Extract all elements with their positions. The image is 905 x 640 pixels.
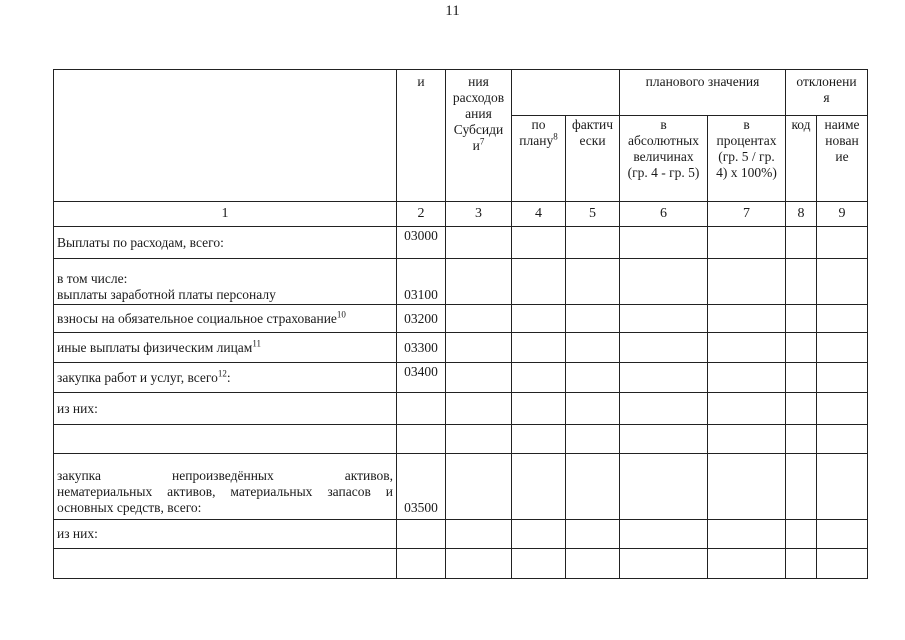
table-cell[interactable]	[512, 305, 566, 333]
table-cell[interactable]	[620, 227, 708, 259]
table-cell[interactable]	[446, 363, 512, 393]
header-col8	[786, 116, 817, 202]
header-col4	[512, 116, 566, 202]
table-cell[interactable]	[708, 363, 786, 393]
footnote-mark: 10	[336, 309, 346, 319]
header-col7-line: 4) х 100%)	[716, 165, 777, 180]
row-label-text: из них:	[57, 400, 98, 416]
table-cell[interactable]	[512, 259, 566, 305]
row-label	[54, 520, 397, 549]
table-cell[interactable]	[512, 363, 566, 393]
table-cell[interactable]	[620, 520, 708, 549]
table-cell[interactable]	[786, 227, 817, 259]
column-number: 5	[566, 202, 620, 227]
column-number: 7	[708, 202, 786, 227]
table-cell[interactable]	[817, 305, 868, 333]
table-cell[interactable]	[786, 333, 817, 363]
table-cell[interactable]	[620, 454, 708, 520]
table-cell[interactable]	[446, 305, 512, 333]
header-col9-line: нован	[825, 133, 859, 148]
table-row	[54, 549, 868, 579]
table-cell[interactable]	[512, 454, 566, 520]
row-code: 03000	[397, 227, 446, 259]
header-col6-line: величинах	[633, 149, 694, 164]
row-label	[54, 393, 397, 425]
header-col3-line: Субсиди	[453, 122, 504, 137]
header-col6	[620, 116, 708, 202]
row-label	[54, 454, 397, 520]
row-label-text: из них:	[57, 526, 98, 541]
table-cell[interactable]	[620, 333, 708, 363]
row-label-text: Выплаты по расходам, всего:	[57, 234, 224, 250]
header-row-1	[54, 70, 868, 116]
row-code: 03500	[397, 454, 446, 520]
page-number: 11	[445, 3, 460, 19]
header-col2	[397, 70, 446, 202]
column-number-row	[54, 202, 868, 227]
row-label	[54, 333, 397, 363]
table-row	[54, 333, 868, 363]
table-cell[interactable]	[446, 549, 512, 579]
table-cell[interactable]	[566, 305, 620, 333]
table-cell[interactable]	[446, 425, 512, 454]
header-col9	[817, 116, 868, 202]
table-row	[54, 259, 868, 305]
row-code: 03200	[397, 305, 446, 333]
column-number: 8	[786, 202, 817, 227]
table-cell[interactable]	[708, 259, 786, 305]
table-cell[interactable]	[786, 305, 817, 333]
table-cell[interactable]	[708, 425, 786, 454]
column-number: 6	[620, 202, 708, 227]
header-col7-line: (гр. 5 / гр.	[718, 149, 775, 164]
table-cell[interactable]	[512, 333, 566, 363]
header-group-empty	[512, 70, 620, 116]
header-col3	[446, 70, 512, 202]
table-row	[54, 425, 868, 454]
row-code	[397, 549, 446, 579]
header-col9-line: наиме	[824, 117, 860, 132]
table-cell[interactable]	[566, 454, 620, 520]
footnote-mark: 7	[479, 136, 485, 147]
table-cell[interactable]	[708, 333, 786, 363]
header-col5	[566, 116, 620, 202]
table-cell[interactable]	[786, 425, 817, 454]
table-cell[interactable]	[620, 549, 708, 579]
table-cell[interactable]	[620, 425, 708, 454]
header-col1	[54, 70, 397, 202]
table-cell[interactable]	[708, 227, 786, 259]
header-col4-line: плану	[519, 133, 554, 148]
table-cell[interactable]	[512, 520, 566, 549]
table-cell[interactable]	[786, 549, 817, 579]
header-col6-line: (гр. 4 - гр. 5)	[627, 165, 700, 180]
row-code: 03100	[397, 259, 446, 305]
table-cell[interactable]	[708, 454, 786, 520]
table-cell[interactable]	[817, 520, 868, 549]
row-label	[54, 259, 397, 305]
header-col7-line: процентах	[716, 133, 777, 148]
table-cell[interactable]	[786, 454, 817, 520]
row-label	[54, 425, 397, 454]
table-cell[interactable]	[620, 305, 708, 333]
table-cell[interactable]	[446, 393, 512, 425]
table-cell[interactable]	[446, 259, 512, 305]
header-col7	[708, 116, 786, 202]
table-cell[interactable]	[566, 259, 620, 305]
table-row	[54, 363, 868, 393]
header-group-plan-text: планового значения	[645, 74, 760, 89]
table-cell[interactable]	[708, 393, 786, 425]
table-cell[interactable]	[708, 305, 786, 333]
table-row	[54, 227, 868, 259]
header-col9-line: ие	[835, 149, 849, 164]
table-cell[interactable]	[512, 393, 566, 425]
row-label	[54, 305, 397, 333]
table-cell[interactable]	[512, 425, 566, 454]
row-code	[397, 393, 446, 425]
header-col3-line: и	[472, 138, 480, 153]
header-col2-text: и	[417, 74, 425, 89]
header-col5-line: фактич	[571, 117, 614, 132]
column-number: 1	[54, 202, 397, 227]
table-cell[interactable]	[566, 425, 620, 454]
header-col7-line: в	[743, 117, 750, 132]
table-cell[interactable]	[708, 520, 786, 549]
footnote-mark: 12	[217, 368, 227, 378]
row-code: 03400	[397, 363, 446, 393]
row-label	[54, 227, 397, 259]
header-group-deviation-text: отклонени	[796, 74, 857, 89]
header-col3-line: расходов	[452, 90, 505, 105]
table-row	[54, 393, 868, 425]
column-number: 9	[817, 202, 868, 227]
row-label-text: основных средств, всего:	[57, 500, 202, 515]
header-col3-line: ания	[465, 106, 492, 121]
table-cell[interactable]	[786, 259, 817, 305]
table-cell[interactable]	[512, 549, 566, 579]
row-label-text: в том числе:	[57, 271, 128, 286]
table-cell[interactable]	[817, 363, 868, 393]
report-table	[53, 69, 868, 579]
header-col6-line: абсолютных	[627, 133, 699, 148]
table-cell[interactable]	[817, 549, 868, 579]
table-cell[interactable]	[566, 549, 620, 579]
row-code	[397, 425, 446, 454]
row-label-text: закупка непроизведённых активов,	[57, 468, 393, 483]
footnote-mark: 8	[553, 131, 558, 142]
row-label	[54, 549, 397, 579]
table-cell[interactable]	[708, 549, 786, 579]
table-cell[interactable]	[566, 520, 620, 549]
header-group-deviation	[786, 70, 868, 116]
table-cell[interactable]	[620, 393, 708, 425]
table-cell[interactable]	[566, 333, 620, 363]
row-code	[397, 520, 446, 549]
footnote-mark: 11	[252, 338, 262, 348]
row-code: 03300	[397, 333, 446, 363]
column-number: 4	[512, 202, 566, 227]
row-label-text: иные выплаты физическим лицам	[57, 339, 253, 355]
table-cell[interactable]	[446, 520, 512, 549]
table-cell[interactable]	[446, 454, 512, 520]
table-cell[interactable]	[817, 425, 868, 454]
table-cell[interactable]	[817, 454, 868, 520]
row-label	[54, 363, 397, 393]
table-cell[interactable]	[512, 227, 566, 259]
table-cell[interactable]	[566, 393, 620, 425]
table-row	[54, 305, 868, 333]
table-cell[interactable]	[817, 227, 868, 259]
header-col4-line: по	[531, 117, 546, 132]
header-col3-line: ния	[468, 74, 489, 89]
table-cell[interactable]	[620, 363, 708, 393]
table-cell[interactable]	[817, 333, 868, 363]
table-cell[interactable]	[446, 333, 512, 363]
table-cell[interactable]	[786, 363, 817, 393]
row-label-text: выплаты заработной платы персоналу	[57, 287, 276, 302]
row-label-text: нематериальных активов, материальных запасов и	[57, 484, 393, 499]
table-cell[interactable]	[446, 227, 512, 259]
table-cell[interactable]	[786, 520, 817, 549]
column-number: 2	[397, 202, 446, 227]
table-cell[interactable]	[817, 259, 868, 305]
header-col5-line: ески	[579, 133, 606, 148]
table-cell[interactable]	[817, 393, 868, 425]
table-cell[interactable]	[786, 393, 817, 425]
row-label-tail: :	[226, 369, 231, 385]
table-row	[54, 454, 868, 520]
header-col8-text: код	[791, 117, 811, 132]
column-number: 3	[446, 202, 512, 227]
table-cell[interactable]	[566, 227, 620, 259]
row-label-text: закупка работ и услуг, всего	[57, 369, 218, 385]
table-row	[54, 520, 868, 549]
table-cell[interactable]	[620, 259, 708, 305]
header-group-plan	[620, 70, 786, 116]
header-col6-line: в	[660, 117, 667, 132]
header-group-deviation-tail: я	[823, 90, 830, 105]
row-label-text: взносы на обязательное социальное страхование	[57, 310, 337, 326]
table-cell[interactable]	[566, 363, 620, 393]
